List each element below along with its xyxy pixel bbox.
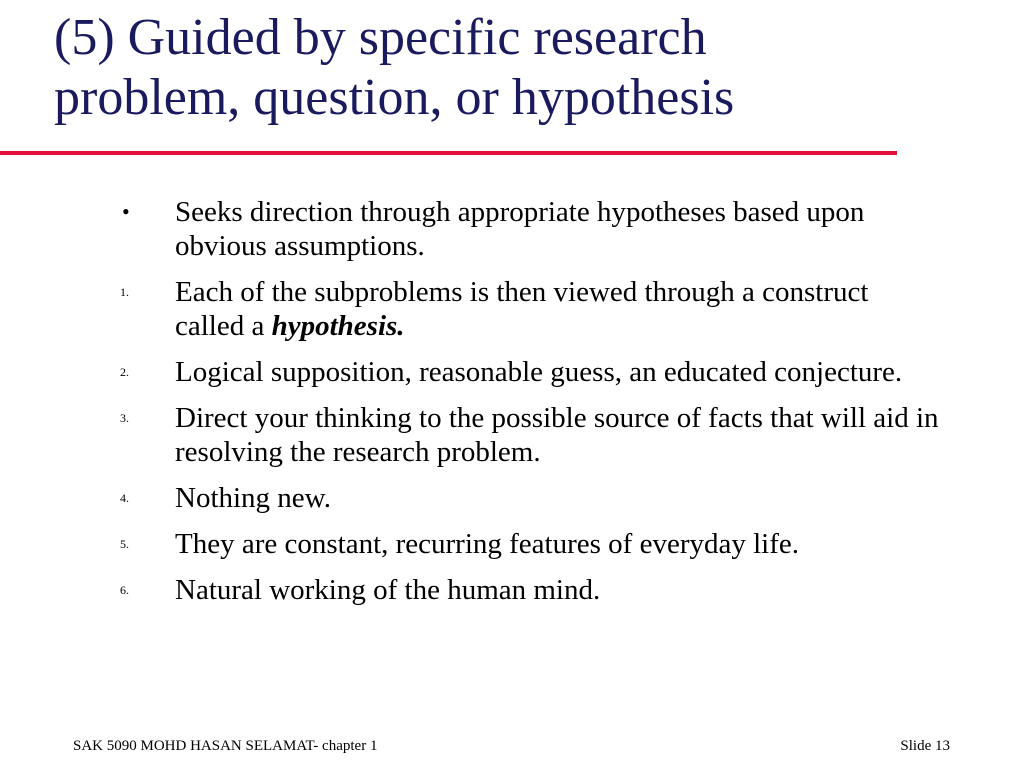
item-number: 5.	[120, 537, 129, 551]
list-item-text: Each of the subproblems is then viewed through a construct called a	[175, 276, 869, 342]
item-number: 6.	[120, 583, 129, 597]
list-item-text: They are constant, recurring features of everyday life.	[175, 528, 799, 560]
list-item-text: Natural working of the human mind.	[175, 574, 601, 606]
list-item-1	[120, 275, 940, 343]
item-number: 1.	[120, 285, 129, 299]
list-item-5	[120, 527, 940, 561]
list-item-6	[120, 573, 940, 607]
list-item-text: Direct your thinking to the possible source of facts that will aid in resolving the research problem.	[175, 402, 939, 468]
item-number: 2.	[120, 365, 129, 379]
title-underline	[0, 151, 897, 155]
footer-slide-number: Slide 13	[900, 738, 950, 754]
slide-content	[120, 195, 940, 607]
list-item-2	[120, 355, 940, 389]
bullet-marker: •	[122, 199, 130, 224]
list-item-text: Seeks direction through appropriate hypotheses based upon obvious assumptions.	[175, 196, 865, 262]
title-line-1: (5) Guided by specific research	[54, 9, 707, 66]
list-item-bullet	[120, 195, 940, 263]
emphasis-term: hypothesis.	[271, 310, 405, 342]
item-number: 3.	[120, 411, 129, 425]
footer-course-label: SAK 5090 MOHD HASAN SELAMAT- chapter 1	[73, 738, 378, 754]
list-item-3	[120, 401, 940, 469]
slide-title	[54, 8, 954, 128]
list-item-text: Logical supposition, reasonable guess, an educated conjecture.	[175, 356, 903, 388]
item-number: 4.	[120, 491, 129, 505]
title-line-2: problem, question, or hypothesis	[54, 69, 735, 126]
list-item-text: Nothing new.	[175, 482, 331, 514]
list-item-4	[120, 481, 940, 515]
